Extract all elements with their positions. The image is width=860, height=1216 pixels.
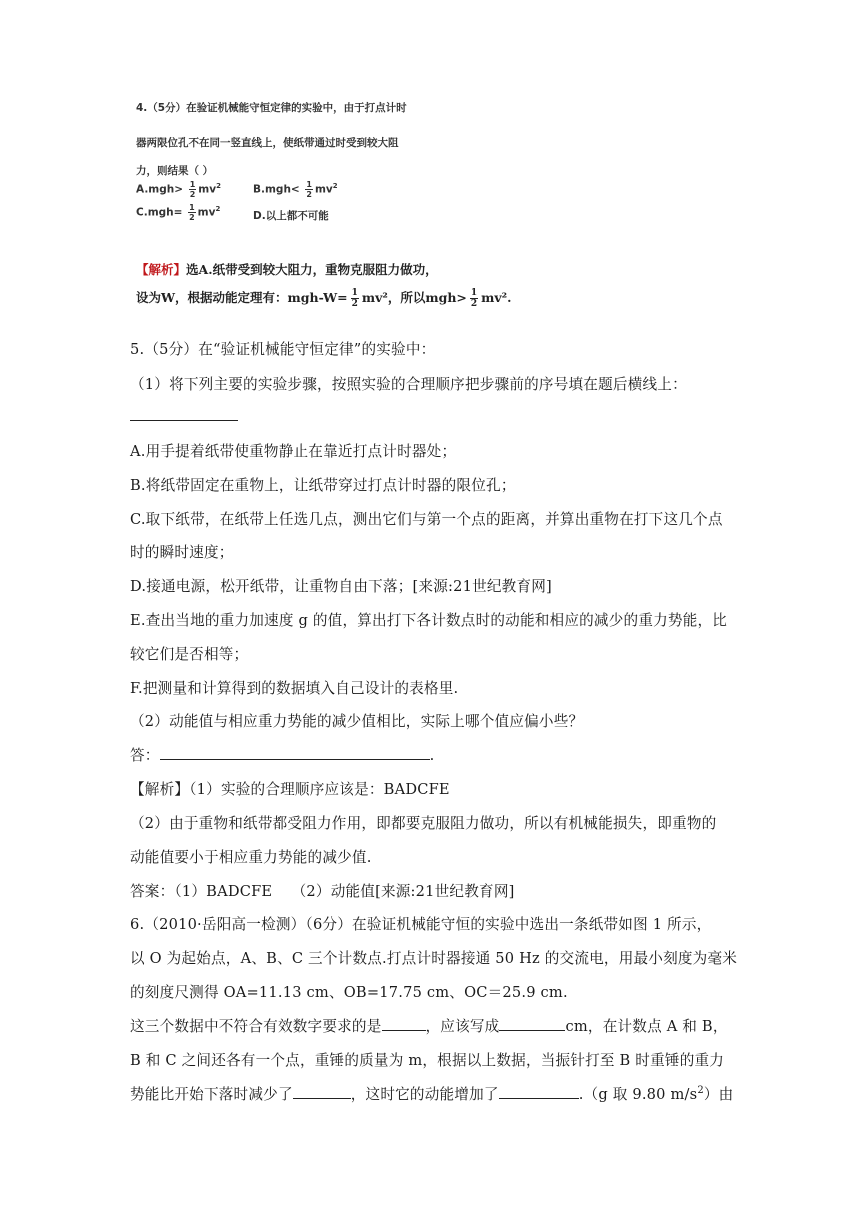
superscript: 2 [215, 205, 221, 213]
q5-step-d: D.接通电源，松开纸带，让重物自由下落；[来源:21世纪教育网] [130, 578, 552, 595]
q6-line-6c: .（g 取 9.80 m/s [578, 1086, 698, 1103]
fraction [351, 288, 359, 309]
q4-stem-line-1: 4.（5分）在验证机械能守恒定律的实验中，由于打点计时 [136, 102, 407, 114]
q6-line-6a: 势能比开始下落时减少了 [130, 1086, 293, 1103]
fraction-denominator: 2 [470, 299, 478, 309]
q5-step-c-line-2: 时的瞬时速度； [130, 544, 234, 561]
q4-solution-line-2 [136, 288, 511, 309]
fraction-numerator: 1 [189, 203, 195, 212]
q4-option-c-left: C.mgh= [136, 206, 183, 219]
q5-title: 5.（5分）在“验证机械能守恒定律”的实验中： [130, 341, 436, 358]
q4-option-a-left: A.mgh> [136, 183, 184, 196]
superscript: 2 [216, 182, 221, 190]
q6-line-5: B 和 C 之间还各有一个点，重锤的质量为 m，根据以上数据，当振针打至 B 时重锤的重力 [130, 1052, 725, 1069]
q4-solution-text-2a: 设为W，根据动能定理有：mgh-W= [136, 290, 348, 305]
q4-option-b-right: mv [314, 183, 333, 196]
q6-line-4b: ，应该写成 [425, 1018, 500, 1035]
fraction-numerator: 1 [470, 288, 478, 298]
fraction [305, 180, 313, 199]
q6-line-4c: cm，在计数点 A 和 B， [565, 1018, 728, 1035]
q4-option-a-right: mv [198, 183, 217, 196]
fraction-numerator: 1 [189, 180, 196, 189]
superscript: 2 [332, 182, 338, 190]
fraction-denominator: 2 [189, 190, 196, 199]
q6-line-6d: ）由 [703, 1086, 734, 1103]
q5-step-f: F.把测量和计算得到的数据填入自己设计的表格里. [130, 680, 459, 697]
answer-blank[interactable] [382, 1016, 426, 1031]
q5-blank-line [130, 406, 238, 425]
q5-step-c-line-1: C.取下纸带，在纸带上任选几点，测出它们与第一个点的距离，并算出重物在打下这几个点 [130, 511, 723, 528]
q5-step-e-line-2: 较它们是否相等； [130, 646, 249, 663]
q4-solution-text-2c: mv². [481, 290, 512, 305]
q5-step-e-line-1: E.查出当地的重力加速度 g 的值，算出打下各计数点时的动能和相应的减少的重力势能，比 [130, 612, 728, 629]
fraction [189, 180, 197, 199]
q4-option-c-right: mv [197, 206, 216, 219]
q4-stem-line-3: 力，则结果（ ） [136, 165, 214, 177]
answer-blank[interactable] [130, 406, 238, 421]
q5-step-a: A.用手提着纸带使重物静止在靠近打点计时器处； [130, 443, 457, 460]
q5-final-answer: 答案：（1）BADCFE （2）动能值[来源:21世纪教育网] [130, 883, 515, 900]
q4-solution-line-1 [136, 260, 438, 278]
q6-line-4a: 这三个数据中不符合有效数字要求的是 [130, 1018, 382, 1035]
fraction-denominator: 2 [351, 299, 358, 309]
q5-answer-line [130, 744, 434, 765]
q5-step-b: B.将纸带固定在重物上，让纸带穿过打点计时器的限位孔； [130, 477, 516, 494]
q5-answer-label: 答： [130, 747, 160, 764]
q4-option-c [136, 203, 220, 222]
q5-part-1: （1）将下列主要的实验步骤，按照实验的合理顺序把步骤前的序号填在题后横线上： [130, 376, 687, 393]
answer-blank[interactable] [499, 1016, 565, 1031]
fraction-denominator: 2 [189, 213, 195, 222]
q5-part-2: （2）动能值与相应重力势能的减少值相比，实际上哪个值应偏小些？ [130, 713, 584, 730]
answer-blank[interactable] [499, 1084, 579, 1099]
q4-option-b [253, 180, 338, 199]
q4-solution-text-1: 选A.纸带受到较大阻力，重物克服阻力做功， [186, 262, 438, 277]
q6-line-4 [130, 1015, 728, 1036]
q4-option-b-left: B.mgh< [253, 183, 300, 196]
fraction [188, 203, 196, 222]
q6-line-1: 6.（2010·岳阳高一检测）（6分）在验证机械能守恒的实验中选出一条纸带如图 1 所示， [130, 916, 712, 933]
q6-line-6 [130, 1083, 733, 1104]
q4-option-d: D.以上都不可能 [253, 210, 329, 222]
superscript: 2 [697, 1085, 704, 1097]
q5-answer-end: . [429, 747, 435, 764]
fraction-numerator: 1 [306, 180, 312, 189]
fraction-numerator: 1 [351, 288, 358, 298]
q6-line-2: 以 O 为起始点，A、B、C 三个计数点.打点计时器接通 50 Hz 的交流电，用最小刻度为毫米 [130, 950, 738, 967]
answer-blank[interactable] [160, 745, 430, 760]
q5-solution-line-3: 动能值要小于相应重力势能的减少值. [130, 849, 372, 866]
fraction-denominator: 2 [306, 190, 312, 199]
fraction [470, 288, 478, 309]
q5-solution-line-1: 【解析】（1）实验的合理顺序应该是：BADCFE [130, 781, 450, 798]
q5-solution-line-2: （2）由于重物和纸带都受阻力作用，即都要克服阻力做功，所以有机械能损失，即重物的 [130, 815, 717, 832]
q4-stem-line-2: 器两限位孔不在同一竖直线上，使纸带通过时受到较大阻 [136, 137, 399, 149]
solution-tag: 【解析】 [136, 262, 187, 277]
q4-option-a [136, 180, 221, 199]
q4-solution-text-2b: mv²，所以mgh> [361, 290, 467, 305]
answer-blank[interactable] [293, 1084, 351, 1099]
q6-line-6b: ，这时它的动能增加了 [350, 1086, 499, 1103]
q6-line-3: 的刻度尺测得 OA=11.13 cm、OB=17.75 cm、OC＝25.9 cm. [130, 984, 568, 1001]
